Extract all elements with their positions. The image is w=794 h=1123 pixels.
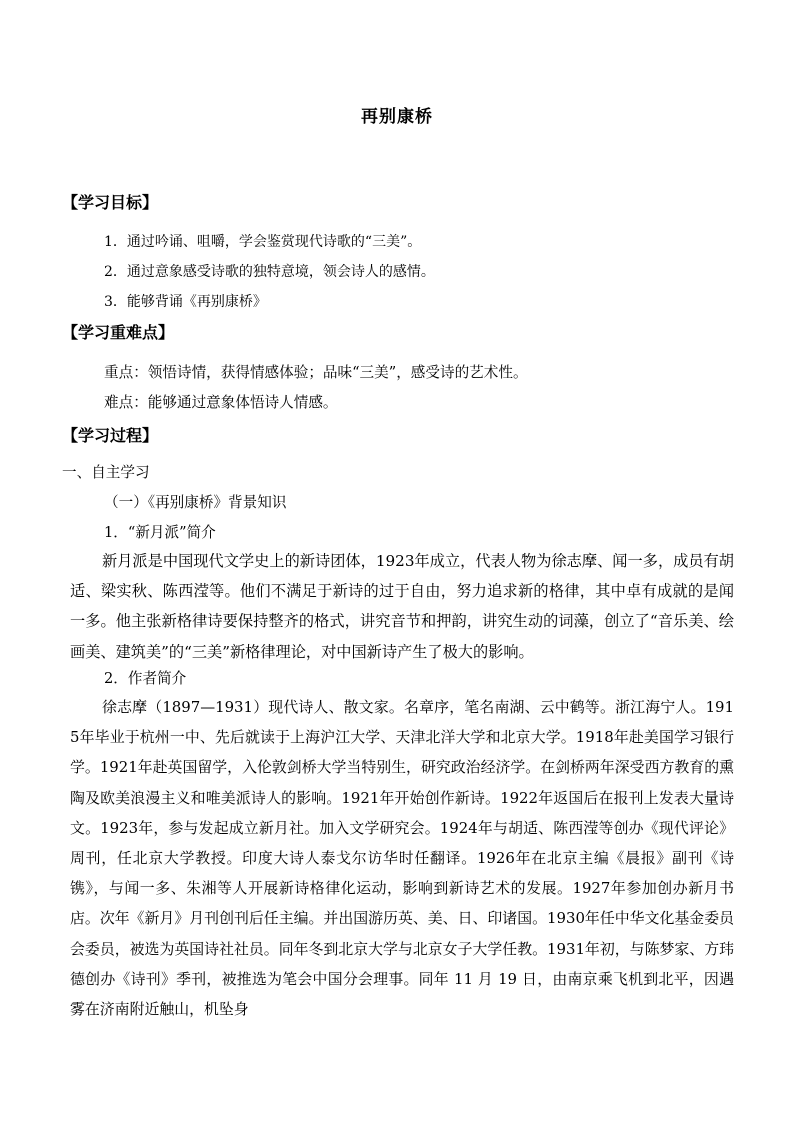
key-point-item-1: 重点：领悟诗情，获得情感体验；品味“三美”，感受诗的艺术性。: [104, 364, 528, 381]
xinyue-paragraph: 新月派是中国现代文学史上的新诗团体，1923年成立，代表人物为徐志摩、闻一多，成员有胡适、梁实秋、陈西滢等。他们不满足于新诗的过于自由，努力追求新的格律，其中卓有成就的是闻一多。他主张新格律诗要保持整齐的格式，讲究音节和押韵，讲究生动的词藻，创立了“音乐美、绘画美、建筑美”的“三美”新格律理论，对中国新诗产生了极大的影响。: [70, 552, 734, 661]
objective-item-2: 2．通过意象感受诗歌的独特意境，领会诗人的感情。: [104, 264, 435, 280]
page-title: 再别康桥: [361, 107, 433, 127]
author-subheading: 2．作者简介: [104, 670, 187, 687]
author-paragraph: 徐志摩（1897—1931）现代诗人、散文家。名章序，笔名南湖、云中鹤等。浙江海宁人。1915年毕业于杭州一中、先后就读于上海沪江大学、天津北洋大学和北京大学。1918年赴美国学习银行学。1921年赴英国留学，入伦敦剑桥大学当特别生，研究政治经济学。在剑桥两年深受西方教育的熏陶及欧美浪漫主义和唯美派诗人的影响。1921年开始创作新诗。1922年返国后在报刊上发表大量诗文。1923年，参与发起成立新月社。加入文学研究会。1924年与胡适、陈西滢等创办《现代评论》周刊，任北京大学教授。印度大诗人泰戈尔访华时任翻译。1926年在北京主编《晨报》副刊《诗镌》，与闻一多、朱湘等人开展新诗格律化运动，影响到新诗艺术的发展。1927年参加创办新月书店。次年《新月》月刊创刊后任主编。并出国游历英、美、日、印诸国。1930年任中华文化基金委员会委员，被选为英国诗社社员。同年冬到北京大学与北京女子大学任教。1931年初，与陈梦家、方玮德创办《诗刊》季刊，被推选为笔会中国分会理事。同年 11 月 19 日，由南京乘飞机到北平，因遇雾在济南附近触山，机坠身: [70, 698, 734, 1019]
objective-item-1: 1．通过吟诵、咀嚼，学会鉴赏现代诗歌的“三美”。: [104, 234, 422, 250]
xinyue-subheading: 1．“新月派”简介: [104, 524, 216, 541]
objective-item-3: 3．能够背诵《再别康桥》: [104, 294, 267, 310]
key-points-heading: 【学习重难点】: [62, 323, 175, 342]
background-subheading: （一）《再别康桥》背景知识: [104, 494, 287, 511]
process-heading: 【学习过程】: [62, 426, 159, 445]
key-point-item-2: 难点：能够通过意象体悟诗人情感。: [104, 394, 338, 411]
objectives-heading: 【学习目标】: [62, 193, 159, 212]
part-1-heading: 一、自主学习: [62, 464, 150, 481]
